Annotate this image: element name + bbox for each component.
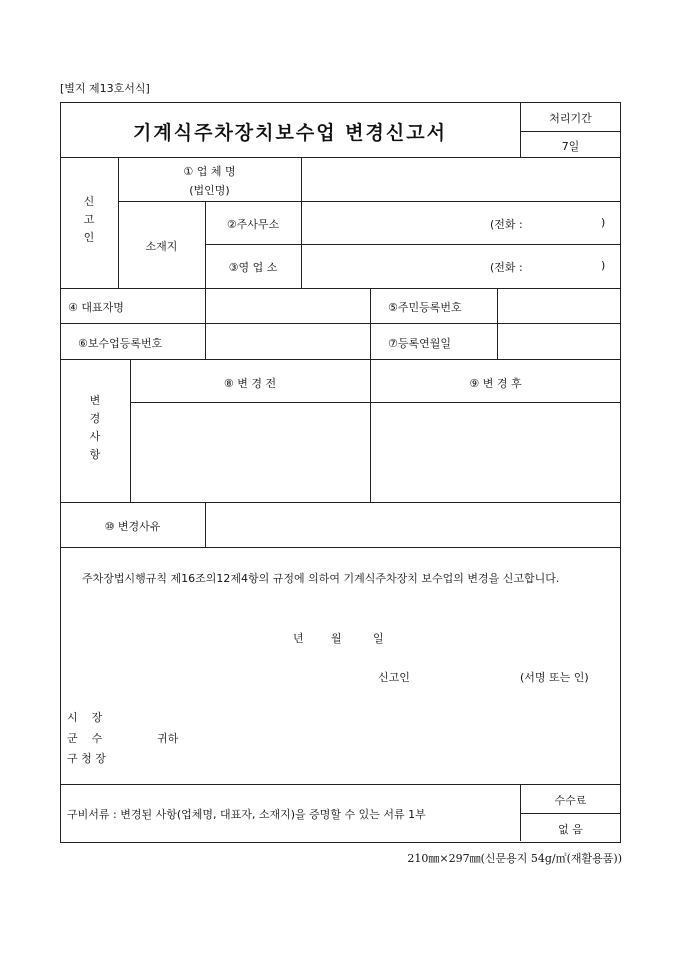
main-office-field[interactable] [302,202,620,244]
location-label: 소재지 [145,240,178,253]
resident-no-field[interactable] [498,289,620,323]
date-day: 일 [373,632,384,645]
corp-name-label: (법인명) [189,184,230,197]
before-change-field[interactable] [131,403,370,502]
recipient-county: 군 수 [67,732,103,745]
form-label: [별지 제13호서식] [60,82,150,95]
business-office-label: ③영 업 소 [228,261,278,274]
change-reason-label: ⑩ 변경사유 [104,520,161,533]
signature-label: (서명 또는 인) [520,671,589,684]
applicant-side-label: 신 고 인 [83,195,95,244]
business-office-phone-label: (전화 : [490,261,523,274]
repair-reg-no-label: ⑥보수업등록번호 [78,337,163,350]
attachments-text: 구비서류 : 변경된 사항(업체명, 대표자, 소재지)을 증명할 수 있는 서류 1부 [67,808,426,821]
representative-label: ④ 대표자명 [68,301,124,314]
change-items-label: 변 경 사 항 [89,394,101,461]
business-office-phone-close: ) [601,259,606,272]
recipient-mayor: 시 장 [67,711,103,724]
addressee: 귀하 [157,732,179,745]
processing-period-label: 처리기간 [549,112,592,125]
form-title: 기계식주차장치보수업 변경신고서 [133,122,447,144]
reg-date-label: ⑦등록연월일 [388,337,451,350]
date-year: 년 [293,632,304,645]
recipient-district: 구 청 장 [67,752,106,765]
before-change-label: ⑧ 변 경 전 [223,377,277,390]
representative-field[interactable] [206,289,370,323]
paper-spec: 210㎜×297㎜(신문용지 54g/㎡(재활용품)) [407,852,622,865]
company-name-field[interactable] [302,158,620,201]
company-name-label: ① 업 체 명 [183,165,236,178]
business-office-field[interactable] [302,245,620,288]
processing-period-value: 7일 [561,140,580,153]
date-month: 월 [331,632,342,645]
repair-reg-no-field[interactable] [206,324,370,359]
reg-date-field[interactable] [498,324,620,359]
after-change-label: ⑨ 변 경 후 [469,377,522,390]
applicant-label: 신고인 [378,671,410,684]
change-reason-field[interactable] [206,503,620,547]
fee-value: 없 음 [558,823,583,836]
resident-no-label: ⑤주민등록번호 [388,301,462,314]
main-office-phone-close: ) [601,216,606,229]
main-office-label: ②주사무소 [226,218,280,231]
declaration-text: 주차장법시행규칙 제16조의12제4항의 규정에 의하여 기계식주차장치 보수업의 변경을 신고합니다. [82,572,560,585]
after-change-field[interactable] [371,403,620,502]
fee-label: 수수료 [554,794,587,807]
main-office-phone-label: (전화 : [490,218,523,231]
